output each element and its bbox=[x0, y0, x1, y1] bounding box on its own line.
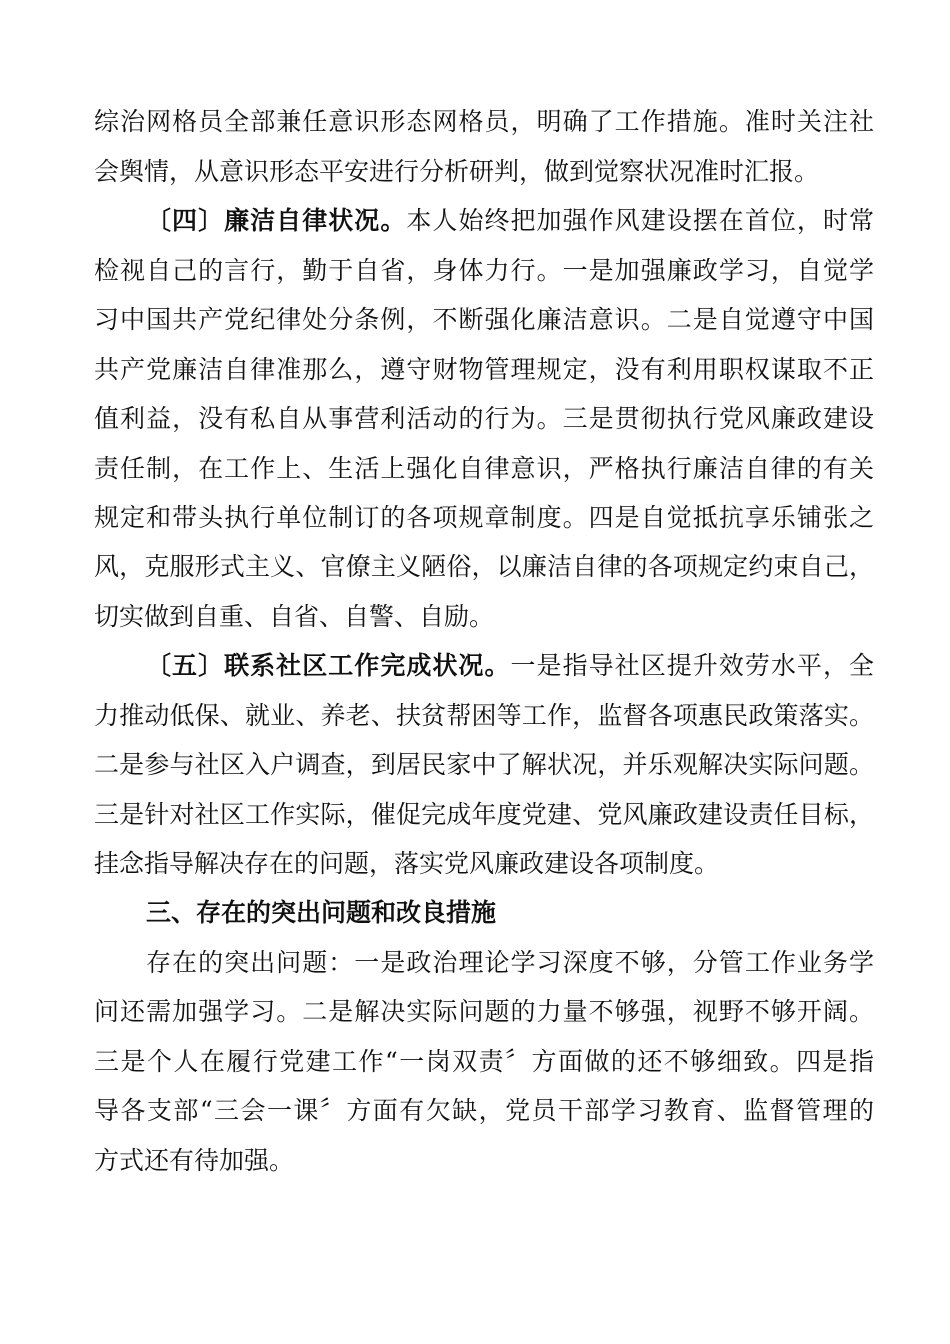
section-subheading: 〔五〕联系社区工作完成状况。 bbox=[146, 651, 511, 680]
text-line: 会舆情，从意识形态平安进行分析研判，做到觉察状况准时汇报。 bbox=[94, 157, 820, 186]
paragraph-first-line: 存在的突出问题：一是政治理论学习深度不够，分管工作业务学 bbox=[146, 948, 874, 977]
text-line: 风，克服形式主义、官僚主义陋俗，以廉洁自律的各项规定约束自己， bbox=[94, 552, 874, 581]
paragraph-first-line bbox=[146, 201, 874, 241]
text-line: 挂念指导解决存在的问题，落实党风廉政建设各项制度。 bbox=[94, 849, 720, 878]
text-line: 检视自己的言行，勤于自省，身体力行。一是加强廉政学习，自觉学 bbox=[94, 256, 874, 285]
text-line: 问还需加强学习。二是解决实际问题的力量不够强，视野不够开阔。 bbox=[94, 997, 874, 1026]
text-line: 导各支部“三会一课〞方面有欠缺，党员干部学习教育、监督管理的 bbox=[94, 1096, 874, 1125]
text-span: 一是指导社区提升效劳水平，全 bbox=[510, 651, 874, 680]
text-line: 二是参与社区入户调查，到居民家中了解状况，并乐观解决实际问题。 bbox=[94, 750, 874, 779]
section-subheading: 〔四〕廉洁自律状况。 bbox=[146, 206, 407, 235]
text-line: 三是个人在履行党建工作“一岗双责〞方面做的还不够细致。四是指 bbox=[94, 1047, 874, 1076]
text-line: 共产党廉洁自律准那么，遵守财物管理规定，没有利用职权谋取不正 bbox=[94, 355, 874, 384]
text-line: 习中国共产党纪律处分条例，不断强化廉洁意识。二是自觉遵守中国 bbox=[94, 305, 874, 334]
text-line: 力推动低保、就业、养老、扶贫帮困等工作，监督各项惠民政策落实。 bbox=[94, 701, 874, 730]
text-line: 三是针对社区工作实际，催促完成年度党建、党风廉政建设责任目标， bbox=[94, 800, 874, 829]
paragraph-first-line bbox=[146, 646, 874, 686]
text-line: 值利益，没有私自从事营利活动的行为。三是贯彻执行党风廉政建设 bbox=[94, 404, 874, 433]
text-line: 切实做到自重、自省、自警、自励。 bbox=[94, 602, 495, 631]
section-heading: 三、存在的突出问题和改良措施 bbox=[146, 898, 497, 927]
text-line: 综治网格员全部兼任意识形态网格员，明确了工作措施。准时关注社 bbox=[94, 107, 874, 136]
text-line: 方式还有待加强。 bbox=[94, 1146, 295, 1175]
text-line: 责任制，在工作上、生活上强化自律意识，严格执行廉洁自律的有关 bbox=[94, 454, 874, 483]
text-line: 规定和带头执行单位制订的各项规章制度。四是自觉抵抗享乐铺张之 bbox=[94, 503, 874, 532]
text-span: 本人始终把加强作风建设摆在首位，时常 bbox=[406, 206, 874, 235]
